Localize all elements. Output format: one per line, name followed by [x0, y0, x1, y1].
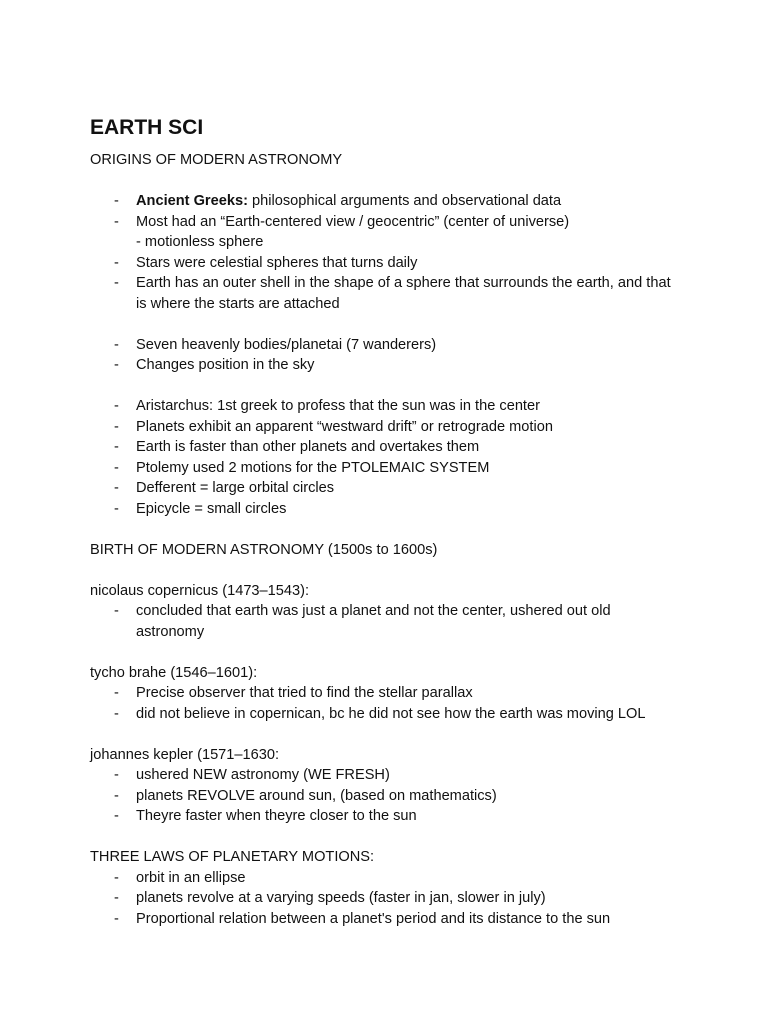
- origins-list-2: [90, 335, 710, 376]
- person-heading-brahe: tycho brahe (1546–1601):: [90, 664, 258, 681]
- list-item: [90, 273, 710, 314]
- list-item-text: - Precise observer that tried to find the stellar parallax: [136, 685, 473, 701]
- person-heading-kepler: johannes kepler (1571–1630:: [90, 746, 280, 763]
- list-item-text: - Changes position in the sky: [136, 357, 315, 373]
- list-item-text: - did not believe in copernican, bc he did not see how the earth was moving LOL: [136, 705, 646, 722]
- list-item-text: - Earth has an outer shell in the shape of a sphere that surrounds the earth, and that is where the starts are attached: [136, 275, 671, 312]
- list-item-text: - orbit in an ellipse: [136, 869, 246, 886]
- list-item: [90, 478, 710, 499]
- list-item: [90, 458, 710, 479]
- list-item-text: - Epicycle = small circles: [136, 500, 287, 517]
- list-item: [90, 704, 710, 725]
- list-item-text: - Defferent = large orbital circles: [136, 480, 335, 496]
- laws-list: [90, 868, 710, 930]
- list-item: [90, 868, 710, 889]
- document-body: [90, 150, 710, 929]
- list-item: [90, 191, 710, 212]
- list-item-text: - Theyre faster when theyre closer to the sun: [136, 808, 417, 824]
- document-title: EARTH SCI: [90, 116, 204, 139]
- list-item: [90, 499, 710, 520]
- kepler-list: [90, 765, 710, 827]
- list-item: [90, 806, 710, 827]
- origins-list-1: [90, 191, 710, 314]
- list-item: [90, 909, 710, 930]
- list-item: [90, 683, 710, 704]
- list-item-text: - Planets exhibit an apparent “westward drift” or retrograde motion: [136, 418, 553, 435]
- list-item-text: - Earth is faster than other planets and overtakes them: [136, 439, 480, 455]
- list-item: [90, 786, 710, 807]
- list-item: [90, 212, 710, 253]
- brahe-list: [90, 683, 710, 724]
- person-heading-copernicus: nicolaus copernicus (1473–1543):: [90, 582, 310, 599]
- list-item-text: philosophical arguments and observational data: [247, 193, 562, 209]
- section-heading-origins: ORIGINS OF MODERN ASTRONOMY: [90, 152, 343, 168]
- list-item: [90, 417, 710, 438]
- list-item-text: - Seven heavenly bodies/planetai (7 wanderers): [136, 336, 437, 353]
- list-item: [90, 437, 710, 458]
- list-item-text: - ushered NEW astronomy (WE FRESH): [136, 767, 390, 783]
- list-item-text: - planets revolve at a varying speeds (faster in jan, slower in july): [136, 890, 546, 906]
- origins-list-3: [90, 396, 710, 519]
- list-item: [90, 335, 710, 356]
- list-item-text: - concluded that earth was just a planet and not the center, ushered out old astronomy: [136, 603, 611, 640]
- list-item-text: - Aristarchus: 1st greek to profess that the sun was in the center: [136, 398, 540, 414]
- list-item: [90, 396, 710, 417]
- list-item-text: - Stars were celestial spheres that turns daily: [136, 254, 418, 271]
- list-item: [90, 601, 710, 642]
- list-item-text: - Ptolemy used 2 motions for the PTOLEMAIC SYSTEM: [136, 459, 490, 476]
- list-item: [90, 253, 710, 274]
- section-heading-birth: BIRTH OF MODERN ASTRONOMY (1500s to 1600s): [90, 541, 438, 558]
- list-item: [90, 355, 710, 376]
- copernicus-list: [90, 601, 710, 642]
- list-item: [90, 765, 710, 786]
- list-item-text: - planets REVOLVE around sun, (based on mathematics): [136, 787, 497, 804]
- list-subitem-text: - motionless sphere: [136, 234, 264, 250]
- bold-term: Ancient Greeks:: [136, 193, 248, 209]
- list-item: [90, 888, 710, 909]
- list-item-text: - Most had an “Earth-centered view / geocentric” (center of universe): [136, 213, 570, 230]
- section-heading-laws: THREE LAWS OF PLANETARY MOTIONS:: [90, 849, 375, 865]
- list-item-text: - Proportional relation between a planet's period and its distance to the sun: [136, 910, 611, 927]
